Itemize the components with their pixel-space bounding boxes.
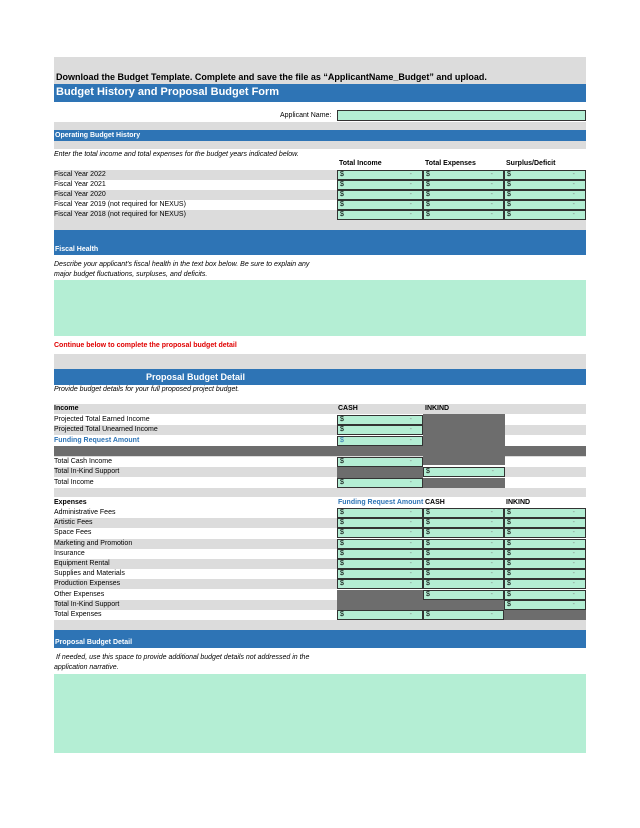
currency-symbol: $	[340, 611, 344, 618]
income-divider	[54, 446, 586, 456]
operating-row-label: Fiscal Year 2021	[54, 181, 106, 188]
amount-value: -	[572, 600, 575, 608]
currency-symbol: $	[426, 570, 430, 578]
currency-symbol: $	[340, 479, 344, 486]
currency-symbol: $	[426, 560, 430, 567]
currency-symbol: $	[507, 201, 511, 208]
expense-inkind-input[interactable]	[504, 600, 586, 610]
amount-value: -	[409, 539, 412, 547]
expense-inkind-input[interactable]	[504, 518, 586, 528]
total-income-input[interactable]	[337, 210, 423, 220]
amount-value: -	[409, 560, 412, 567]
spacer	[54, 620, 586, 630]
operating-title-bar	[54, 130, 586, 141]
expenses-header-row	[54, 498, 586, 508]
currency-symbol: $	[340, 519, 344, 527]
currency-symbol: $	[426, 549, 430, 557]
income-unearned-label: Projected Total Unearned Income	[54, 426, 158, 433]
disabled-cell	[337, 600, 504, 610]
currency-symbol: $	[426, 171, 430, 178]
amount-value: -	[490, 560, 493, 567]
currency-symbol: $	[340, 171, 344, 178]
total-income-input[interactable]	[337, 180, 423, 190]
currency-symbol: $	[507, 600, 511, 608]
expense-inkind-input[interactable]	[504, 539, 586, 549]
expense-cash-input[interactable]	[423, 569, 504, 579]
amount-value: -	[490, 529, 493, 537]
amount-value: -	[409, 426, 412, 433]
total-income-input[interactable]	[337, 190, 423, 200]
currency-symbol: $	[426, 580, 430, 588]
currency-symbol: $	[340, 458, 344, 465]
income-total-cash-label: Total Cash Income	[54, 458, 112, 465]
col-total-expenses: Total Expenses	[425, 160, 476, 167]
expense-row-label: Administrative Fees	[54, 509, 116, 516]
detail-text-1: If needed, use this space to provide additional budget details not addressed in the	[56, 654, 310, 661]
amount-value: -	[409, 201, 412, 208]
surplus-deficit-input[interactable]	[504, 170, 586, 180]
expense-inkind-input[interactable]	[504, 579, 586, 589]
amount-value: -	[572, 519, 575, 527]
spacer	[54, 122, 586, 130]
total-expenses-input[interactable]	[423, 190, 504, 200]
proposal-title-bar	[54, 369, 586, 385]
income-total-row	[54, 478, 586, 488]
operating-row-label: Fiscal Year 2019 (not required for NEXUS)	[54, 201, 186, 208]
amount-value: -	[490, 580, 493, 588]
currency-symbol: $	[507, 590, 511, 598]
total-inkind-cash-disabled	[337, 467, 423, 478]
income-header: Income	[54, 405, 79, 412]
income-header-row	[54, 404, 586, 414]
top-note: Download the Budget Template. Complete and save the file as “ApplicantName_Budget” and upload.	[56, 72, 487, 82]
amount-value: -	[409, 437, 412, 444]
amount-value: -	[572, 191, 575, 198]
amount-value: -	[490, 181, 493, 188]
expenses-header: Expenses	[54, 499, 87, 506]
amount-value: -	[572, 171, 575, 178]
currency-symbol: $	[507, 211, 511, 218]
expense-cash-input[interactable]	[423, 539, 504, 549]
top-note-bar	[54, 57, 586, 84]
amount-value: -	[572, 549, 575, 557]
currency-symbol: $	[507, 181, 511, 188]
currency-symbol: $	[340, 570, 344, 578]
col-surplus-deficit: Surplus/Deficit	[506, 160, 556, 167]
surplus-deficit-input[interactable]	[504, 200, 586, 210]
currency-symbol: $	[340, 426, 344, 433]
expense-funding-input[interactable]	[337, 508, 423, 518]
currency-symbol: $	[426, 509, 430, 516]
spacer	[54, 220, 586, 230]
expense-row-label: Total In-Kind Support	[54, 600, 120, 608]
currency-symbol: $	[340, 539, 344, 547]
currency-symbol: $	[340, 509, 344, 516]
operating-row-label: Fiscal Year 2020	[54, 191, 106, 198]
total-inkind-support-input[interactable]	[423, 467, 505, 477]
currency-symbol: $	[340, 529, 344, 537]
amount-value: -	[409, 611, 412, 618]
expense-row-label: Supplies and Materials	[54, 570, 125, 578]
expense-funding-input[interactable]	[337, 559, 423, 569]
currency-symbol: $	[426, 211, 430, 218]
currency-symbol: $	[340, 201, 344, 208]
total-expenses-input[interactable]	[423, 170, 504, 180]
spacer	[54, 488, 586, 497]
total-expenses-funding-input[interactable]	[337, 610, 423, 620]
proposal-title: Proposal Budget Detail	[146, 372, 246, 382]
disabled-cell	[337, 590, 423, 600]
continue-note: Continue below to complete the proposal budget detail	[54, 342, 237, 349]
currency-symbol: $	[507, 171, 511, 178]
expense-funding-input[interactable]	[337, 549, 423, 559]
currency-symbol: $	[507, 529, 511, 537]
amount-value: -	[572, 181, 575, 188]
currency-symbol: $	[426, 529, 430, 537]
expense-row-label: Other Expenses	[54, 590, 105, 598]
expense-cash-input[interactable]	[423, 528, 504, 538]
currency-symbol: $	[507, 570, 511, 578]
expense-row-label: Equipment Rental	[54, 560, 110, 567]
amount-value: -	[409, 549, 412, 557]
amount-value: -	[490, 201, 493, 208]
expense-funding-input[interactable]	[337, 528, 423, 538]
expense-inkind-input[interactable]	[504, 590, 586, 600]
amount-value: -	[490, 171, 493, 178]
total-cash-income-input[interactable]	[337, 457, 423, 467]
funding-request-cash-input[interactable]	[337, 436, 423, 446]
amount-value: -	[572, 580, 575, 588]
operating-row-label: Fiscal Year 2018 (not required for NEXUS)	[54, 211, 186, 218]
currency-symbol: $	[340, 181, 344, 188]
operating-instructions: Enter the total income and total expenses for the budget years indicated below.	[54, 151, 299, 158]
disabled-cell	[504, 610, 586, 620]
currency-symbol: $	[340, 580, 344, 588]
total-income-input[interactable]	[337, 200, 423, 210]
expense-row-label: Space Fees	[54, 529, 92, 537]
expenses-col-cash: CASH	[425, 499, 445, 506]
fiscal-health-text-1: Describe your applicant's fiscal health in the text box below. Be sure to explain any	[54, 261, 310, 268]
currency-symbol: $	[426, 611, 430, 618]
expense-cash-input[interactable]	[423, 590, 504, 600]
currency-symbol: $	[426, 590, 430, 598]
amount-value: -	[572, 539, 575, 547]
amount-value: -	[490, 191, 493, 198]
amount-value: -	[572, 570, 575, 578]
expense-cash-input[interactable]	[423, 559, 504, 569]
amount-value: -	[490, 509, 493, 516]
income-total-inkind-row	[54, 467, 586, 477]
income-total-inkind-label: Total In-Kind Support	[54, 468, 120, 475]
operating-title: Operating Budget History	[55, 132, 141, 139]
expense-funding-input[interactable]	[337, 569, 423, 579]
amount-value: -	[490, 539, 493, 547]
amount-value: -	[409, 416, 412, 423]
fiscal-health-bar	[54, 230, 586, 255]
income-total-label: Total Income	[54, 479, 94, 486]
currency-symbol: $	[426, 519, 430, 527]
expense-inkind-input[interactable]	[504, 508, 586, 518]
total-expenses-input[interactable]	[423, 210, 504, 220]
amount-value: -	[409, 479, 412, 486]
currency-symbol: $	[340, 416, 344, 423]
expense-cash-input[interactable]	[423, 579, 504, 589]
amount-value: -	[409, 529, 412, 537]
expense-row-label: Marketing and Promotion	[54, 539, 133, 547]
amount-value: -	[572, 211, 575, 218]
amount-value: -	[572, 201, 575, 208]
amount-value: -	[572, 509, 575, 516]
expense-inkind-input[interactable]	[504, 559, 586, 569]
amount-value: -	[490, 590, 493, 598]
currency-symbol: $	[340, 437, 344, 444]
amount-value: -	[409, 509, 412, 516]
income-unearned-row	[54, 425, 586, 435]
expense-row-label: Artistic Fees	[54, 519, 93, 527]
unearned-income-cash-input[interactable]	[337, 425, 423, 435]
currency-symbol: $	[426, 539, 430, 547]
detail-textbox[interactable]	[54, 674, 586, 753]
currency-symbol: $	[340, 211, 344, 218]
expense-inkind-input[interactable]	[504, 549, 586, 559]
expense-cash-input[interactable]	[423, 549, 504, 559]
income-col-cash: CASH	[338, 405, 358, 412]
amount-value: -	[490, 611, 493, 618]
currency-symbol: $	[507, 549, 511, 557]
total-income-inkind-disabled	[423, 478, 505, 488]
expense-inkind-input[interactable]	[504, 528, 586, 538]
expense-inkind-input[interactable]	[504, 569, 586, 579]
amount-value: -	[572, 560, 575, 567]
amount-value: -	[409, 211, 412, 218]
amount-value: -	[409, 181, 412, 188]
applicant-name-input[interactable]	[337, 110, 586, 121]
fiscal-health-text-2: major budget fluctuations, surpluses, and deficits.	[54, 271, 208, 278]
spacer	[54, 141, 586, 149]
total-expenses-input[interactable]	[423, 200, 504, 210]
fiscal-health-title: Fiscal Health	[55, 246, 99, 253]
amount-value: -	[409, 171, 412, 178]
amount-value: -	[490, 549, 493, 557]
fiscal-health-textbox[interactable]	[54, 280, 586, 336]
earned-income-cash-input[interactable]	[337, 415, 423, 425]
col-total-income: Total Income	[339, 160, 382, 167]
income-earned-row	[54, 415, 586, 425]
form-title-bar	[54, 84, 586, 102]
amount-value: -	[409, 570, 412, 578]
currency-symbol: $	[426, 468, 430, 475]
applicant-label: Applicant Name:	[280, 112, 332, 119]
total-expenses-cash-input[interactable]	[423, 610, 504, 620]
expense-cash-input[interactable]	[423, 518, 504, 528]
surplus-deficit-input[interactable]	[504, 210, 586, 220]
currency-symbol: $	[426, 191, 430, 198]
detail-title-bar	[54, 630, 586, 648]
currency-symbol: $	[340, 549, 344, 557]
expense-funding-input[interactable]	[337, 579, 423, 589]
currency-symbol: $	[340, 191, 344, 198]
currency-symbol: $	[507, 519, 511, 527]
detail-text-2: application narrative.	[54, 664, 119, 671]
expenses-col-funding: Funding Request Amount	[338, 499, 424, 506]
income-funding-row	[54, 436, 586, 446]
expense-funding-input[interactable]	[337, 539, 423, 549]
currency-symbol: $	[507, 509, 511, 516]
total-income-input[interactable]	[337, 170, 423, 180]
expense-row-label: Total Expenses	[54, 611, 102, 618]
expense-cash-input[interactable]	[423, 508, 504, 518]
amount-value: -	[409, 519, 412, 527]
currency-symbol: $	[340, 560, 344, 567]
expense-funding-input[interactable]	[337, 518, 423, 528]
amount-value: -	[409, 191, 412, 198]
income-total-cash-row	[54, 457, 586, 467]
income-col-inkind: INKIND	[425, 405, 450, 412]
spacer	[54, 354, 586, 369]
income-earned-label: Projected Total Earned Income	[54, 416, 150, 423]
surplus-deficit-input[interactable]	[504, 180, 586, 190]
amount-value: -	[572, 590, 575, 598]
currency-symbol: $	[507, 191, 511, 198]
surplus-deficit-input[interactable]	[504, 190, 586, 200]
currency-symbol: $	[426, 201, 430, 208]
currency-symbol: $	[426, 181, 430, 188]
amount-value: -	[490, 519, 493, 527]
form-title: Budget History and Proposal Budget Form	[56, 86, 280, 98]
currency-symbol: $	[507, 539, 511, 547]
currency-symbol: $	[507, 580, 511, 588]
amount-value: -	[409, 458, 412, 465]
amount-value: -	[572, 529, 575, 537]
operating-row-label: Fiscal Year 2022	[54, 171, 106, 178]
detail-title: Proposal Budget Detail	[55, 639, 133, 646]
expenses-col-inkind: INKIND	[506, 499, 531, 506]
expense-row-label: Production Expenses	[54, 580, 121, 588]
income-funding-label: Funding Request Amount	[54, 437, 140, 444]
amount-value: -	[491, 468, 494, 475]
amount-value: -	[490, 570, 493, 578]
expense-row-label: Insurance	[54, 549, 85, 557]
amount-value: -	[409, 580, 412, 588]
proposal-subtitle: Provide budget details for your full proposed project budget.	[54, 386, 240, 393]
currency-symbol: $	[507, 560, 511, 567]
total-income-cash-input[interactable]	[337, 478, 423, 488]
amount-value: -	[490, 211, 493, 218]
inkind-disabled-block	[423, 414, 505, 465]
total-expenses-input[interactable]	[423, 180, 504, 190]
